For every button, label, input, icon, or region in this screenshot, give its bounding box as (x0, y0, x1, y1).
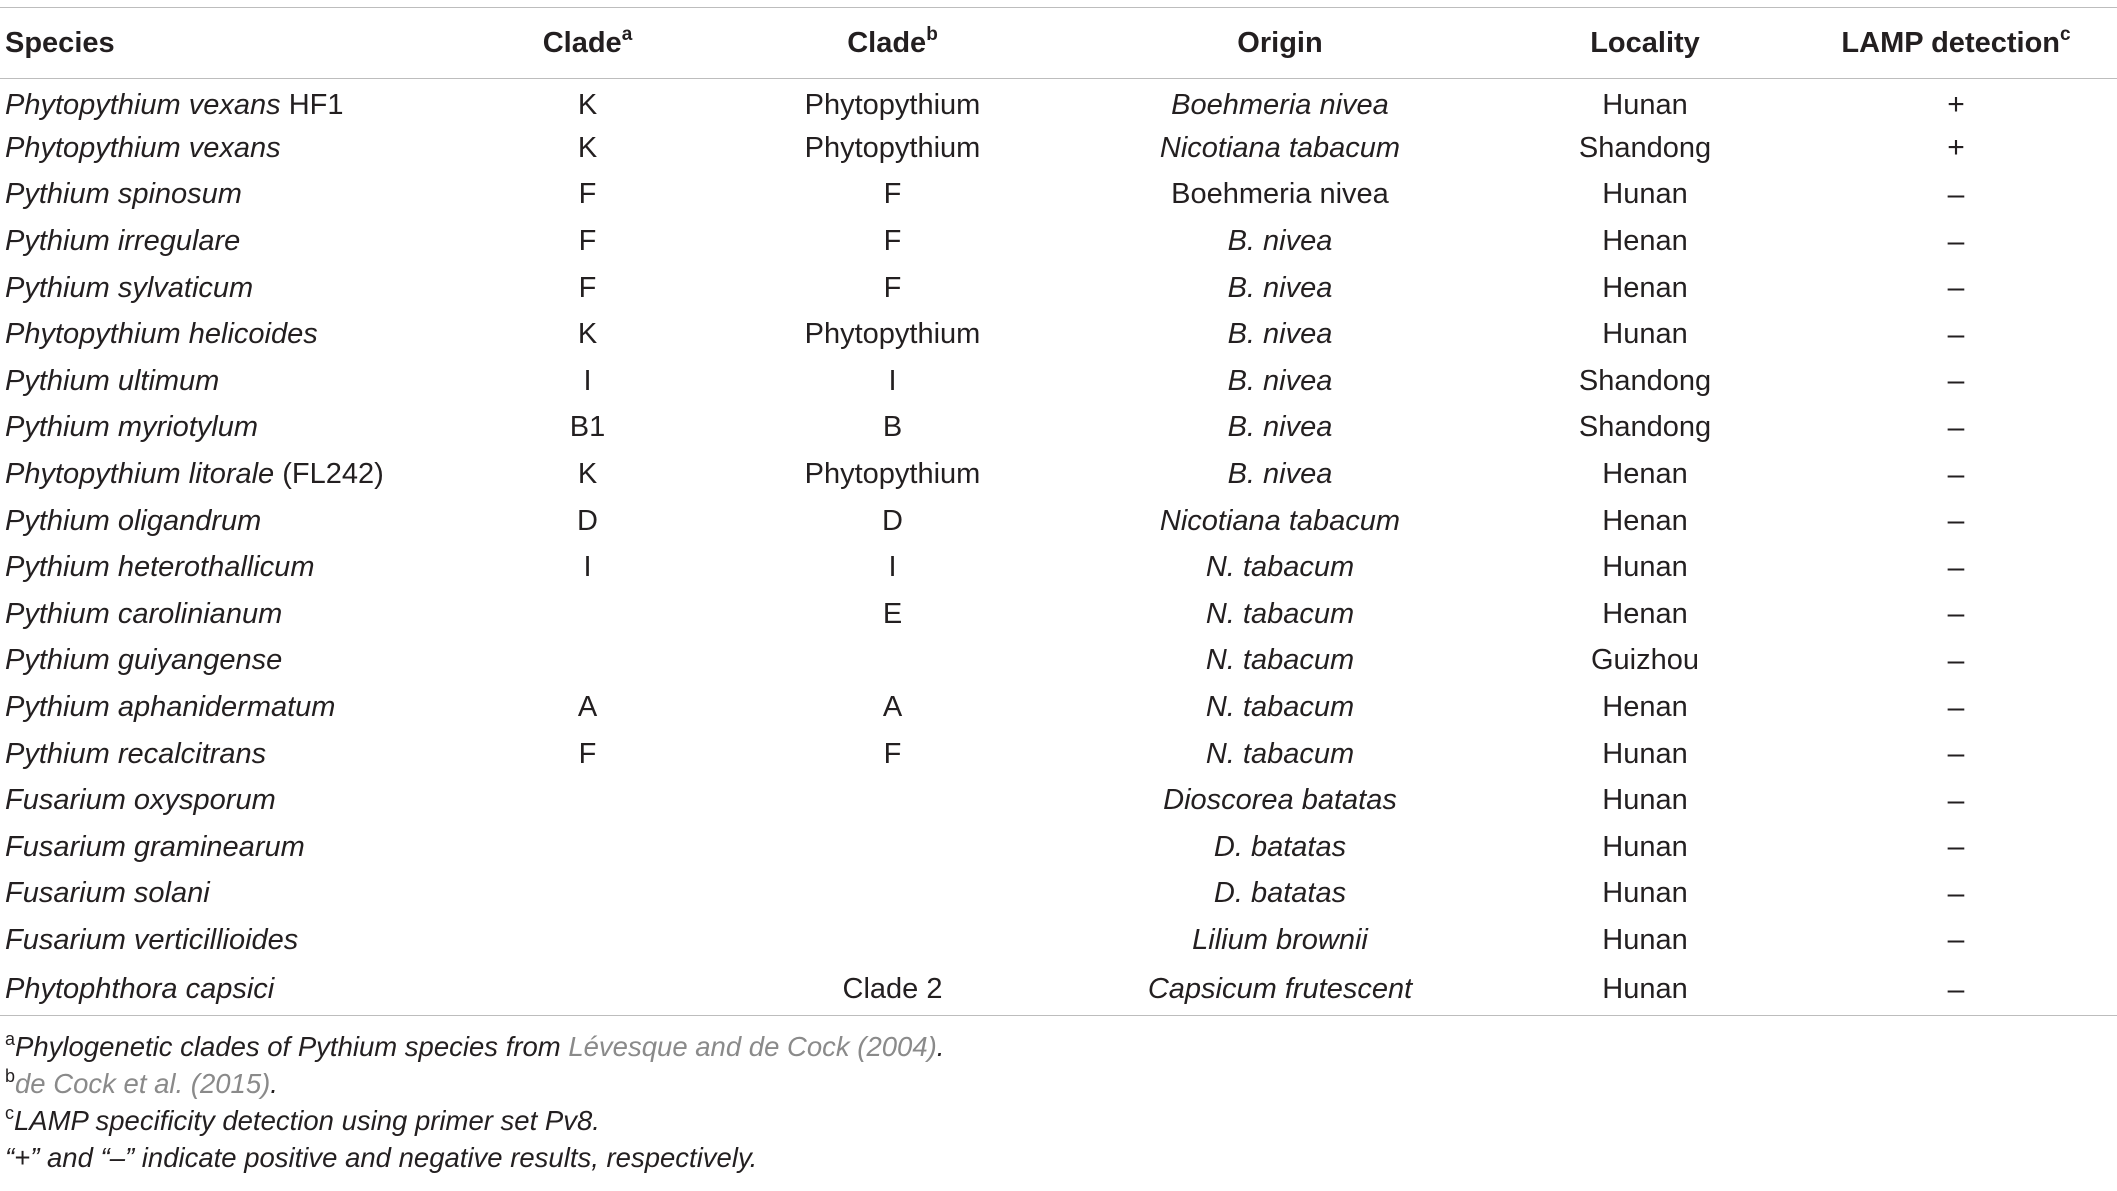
cell-clade-b (720, 498, 1065, 545)
cell-origin (1065, 684, 1495, 731)
header-locality: Locality (1590, 26, 1700, 59)
cell-lamp-detection-value: + (1947, 88, 1965, 122)
header-origin: Origin (1237, 26, 1323, 59)
cell-lamp-detection-value: – (1947, 923, 1965, 957)
cell-lamp-detection-value: + (1947, 131, 1965, 165)
cell-locality (1495, 498, 1795, 545)
cell-species (0, 871, 455, 918)
cell-clade-a (455, 871, 720, 918)
cell-clade-a (455, 544, 720, 591)
cell-locality-value: Hunan (1602, 973, 1688, 1006)
cell-species (0, 125, 455, 172)
cell-clade-b-value: D (882, 504, 903, 537)
cell-locality (1495, 731, 1795, 778)
reference-link-levesque[interactable]: Lévesque and de Cock (2004) (568, 1031, 937, 1062)
cell-locality (1495, 684, 1795, 731)
table-row (0, 591, 2117, 638)
table-row (0, 638, 2117, 685)
cell-origin (1065, 777, 1495, 824)
cell-lamp-detection-value: – (1947, 737, 1965, 771)
cell-lamp-detection (1795, 172, 2117, 219)
cell-species (0, 358, 455, 405)
cell-clade-a (455, 964, 720, 1016)
header-species: Species (5, 26, 115, 59)
cell-locality (1495, 405, 1795, 452)
cell-origin (1065, 218, 1495, 265)
cell-species (0, 684, 455, 731)
cell-clade-b (720, 684, 1065, 731)
cell-clade-a (455, 824, 720, 871)
cell-clade-a (455, 917, 720, 964)
cell-clade-b (720, 591, 1065, 638)
cell-clade-b (720, 871, 1065, 918)
table-row (0, 218, 2117, 265)
table-row (0, 451, 2117, 498)
cell-origin (1065, 79, 1495, 126)
cell-clade-a-value: B1 (569, 411, 606, 444)
cell-lamp-detection-value: – (1947, 224, 1965, 258)
cell-clade-b (720, 79, 1065, 126)
cell-lamp-detection (1795, 871, 2117, 918)
cell-clade-a (455, 731, 720, 778)
cell-origin (1065, 964, 1495, 1016)
cell-locality (1495, 79, 1795, 126)
cell-locality-value: Henan (1602, 225, 1688, 258)
cell-clade-b-value: I (888, 551, 897, 584)
cell-species (0, 917, 455, 964)
cell-lamp-detection-value: – (1947, 410, 1965, 444)
footnote-a: $^a$Phylogenetic clades of Pythium species from Lévesque and de Cock (2004). (5, 1029, 945, 1062)
table-body (0, 79, 2117, 1016)
cell-origin (1065, 824, 1495, 871)
cell-species (0, 731, 455, 778)
species-name: Pythium aphanidermatum (5, 691, 336, 724)
species-name: Pythium irregulare (5, 225, 241, 258)
cell-clade-b-value: F (883, 178, 902, 211)
cell-locality-value: Henan (1602, 271, 1688, 304)
cell-clade-b (720, 172, 1065, 219)
species-name: Phytopythium vexans (5, 88, 281, 121)
cell-locality (1495, 638, 1795, 685)
cell-species (0, 265, 455, 312)
cell-lamp-detection-value: – (1947, 177, 1965, 211)
cell-locality (1495, 871, 1795, 918)
species-name: Phytophthora capsici (5, 973, 275, 1006)
species-name: Pythium sylvaticum (5, 271, 254, 304)
cell-clade-a (455, 498, 720, 545)
cell-origin (1065, 358, 1495, 405)
cell-clade-a (455, 591, 720, 638)
cell-clade-a (455, 684, 720, 731)
cell-lamp-detection-value: – (1947, 876, 1965, 910)
cell-origin (1065, 265, 1495, 312)
species-name: Pythium heterothallicum (5, 551, 315, 584)
cell-species (0, 451, 455, 498)
cell-species (0, 777, 455, 824)
cell-origin (1065, 451, 1495, 498)
cell-lamp-detection-value: – (1947, 271, 1965, 305)
cell-origin (1065, 498, 1495, 545)
cell-clade-b-value: Phytopythium (804, 458, 981, 491)
cell-origin-value: B. nivea (1227, 271, 1333, 304)
cell-clade-b (720, 824, 1065, 871)
cell-lamp-detection-value: – (1947, 690, 1965, 724)
cell-locality (1495, 125, 1795, 172)
cell-origin-value: B. nivea (1227, 364, 1333, 397)
cell-locality-value: Hunan (1602, 923, 1688, 956)
cell-clade-a (455, 358, 720, 405)
table-row (0, 358, 2117, 405)
cell-clade-a-value: K (577, 88, 598, 121)
cell-lamp-detection (1795, 125, 2117, 172)
cell-lamp-detection-value: – (1947, 830, 1965, 864)
cell-clade-b (720, 265, 1065, 312)
species-name: Phytopythium litorale (5, 458, 275, 491)
cell-clade-b-value: F (883, 737, 902, 770)
species-name: Pythium myriotylum (5, 411, 258, 444)
cell-origin-value: Capsicum frutescent (1147, 973, 1413, 1006)
cell-locality (1495, 824, 1795, 871)
cell-lamp-detection-value: – (1947, 783, 1965, 817)
cell-clade-a-value: K (577, 318, 598, 351)
species-name: Pythium oligandrum (5, 504, 262, 537)
table-row (0, 405, 2117, 452)
species-name: Pythium guiyangense (5, 644, 283, 677)
cell-clade-a (455, 311, 720, 358)
cell-locality-value: Henan (1602, 597, 1688, 630)
table-row (0, 684, 2117, 731)
cell-origin-value: B. nivea (1227, 225, 1333, 258)
table-row (0, 172, 2117, 219)
cell-clade-b (720, 731, 1065, 778)
species-name: Phytopythium helicoides (5, 318, 318, 351)
cell-lamp-detection (1795, 777, 2117, 824)
cell-locality (1495, 358, 1795, 405)
species-table (0, 7, 2117, 1016)
cell-origin-value: B. nivea (1227, 411, 1333, 444)
table-row (0, 125, 2117, 172)
cell-origin (1065, 917, 1495, 964)
cell-lamp-detection (1795, 731, 2117, 778)
cell-lamp-detection (1795, 824, 2117, 871)
table-row (0, 498, 2117, 545)
cell-lamp-detection-value: – (1947, 364, 1965, 398)
cell-lamp-detection (1795, 451, 2117, 498)
cell-locality (1495, 218, 1795, 265)
cell-locality (1495, 777, 1795, 824)
table-row (0, 265, 2117, 312)
cell-locality-value: Hunan (1602, 877, 1688, 910)
cell-locality (1495, 964, 1795, 1016)
cell-locality (1495, 917, 1795, 964)
cell-origin-value: N. tabacum (1205, 691, 1355, 724)
cell-locality-value: Henan (1602, 504, 1688, 537)
cell-clade-a (455, 79, 720, 126)
cell-clade-b (720, 405, 1065, 452)
cell-locality (1495, 451, 1795, 498)
cell-locality-value: Hunan (1602, 830, 1688, 863)
table-row (0, 311, 2117, 358)
cell-locality-value: Hunan (1602, 88, 1688, 121)
cell-clade-b-value: A (882, 691, 903, 724)
cell-origin (1065, 311, 1495, 358)
cell-origin-value: B. nivea (1227, 318, 1333, 351)
cell-clade-a-value: F (578, 178, 597, 211)
cell-lamp-detection (1795, 498, 2117, 545)
cell-origin-value: N. tabacum (1205, 551, 1355, 584)
header-clade-a: Clade$^a$ (542, 23, 633, 59)
header-lamp-detection: LAMP detection$^c$ (1841, 23, 2071, 59)
cell-species (0, 591, 455, 638)
cell-species (0, 498, 455, 545)
species-name: Pythium ultimum (5, 364, 220, 397)
cell-origin (1065, 591, 1495, 638)
cell-lamp-detection (1795, 964, 2117, 1016)
cell-origin-value: Boehmeria nivea (1171, 88, 1389, 121)
species-name: Fusarium solani (5, 877, 210, 910)
cell-origin-value: Dioscorea batatas (1163, 784, 1397, 817)
cell-clade-b-value: E (882, 597, 903, 630)
cell-origin-value: N. tabacum (1205, 644, 1355, 677)
cell-clade-a-value: K (577, 458, 598, 491)
cell-clade-a-value: I (583, 551, 592, 584)
cell-lamp-detection-value: – (1947, 643, 1965, 677)
cell-species (0, 79, 455, 126)
cell-locality-value: Hunan (1602, 784, 1688, 817)
cell-locality (1495, 172, 1795, 219)
cell-locality (1495, 544, 1795, 591)
cell-locality-value: Henan (1602, 691, 1688, 724)
cell-locality-value: Shandong (1578, 411, 1712, 444)
cell-origin (1065, 871, 1495, 918)
table-row (0, 79, 2117, 126)
cell-clade-a (455, 125, 720, 172)
species-strain: (FL242) (274, 458, 384, 491)
footnote-symbols: “+” and “–” indicate positive and negative results, respectively. (5, 1142, 758, 1173)
cell-locality-value: Hunan (1602, 551, 1688, 584)
cell-clade-b (720, 638, 1065, 685)
cell-lamp-detection (1795, 544, 2117, 591)
cell-clade-b (720, 125, 1065, 172)
reference-link-de-cock[interactable]: de Cock et al. (2015) (15, 1068, 271, 1099)
cell-locality (1495, 591, 1795, 638)
species-name: Fusarium verticillioides (5, 923, 299, 956)
cell-lamp-detection (1795, 638, 2117, 685)
cell-lamp-detection (1795, 591, 2117, 638)
cell-origin-value: Nicotiana tabacum (1159, 131, 1401, 164)
cell-locality-value: Guizhou (1590, 644, 1699, 677)
cell-origin-value: Boehmeria nivea (1171, 178, 1389, 211)
cell-origin-value: N. tabacum (1205, 597, 1355, 630)
cell-origin (1065, 125, 1495, 172)
cell-species (0, 964, 455, 1016)
cell-clade-a (455, 265, 720, 312)
cell-clade-a-value: A (577, 691, 598, 724)
cell-clade-b (720, 311, 1065, 358)
cell-lamp-detection (1795, 218, 2117, 265)
cell-lamp-detection-value: – (1947, 457, 1965, 491)
cell-clade-a (455, 405, 720, 452)
cell-species (0, 638, 455, 685)
cell-clade-b (720, 964, 1065, 1016)
cell-clade-b (720, 451, 1065, 498)
cell-clade-b-value: Clade 2 (842, 973, 943, 1006)
table-row (0, 824, 2117, 871)
table-row (0, 964, 2117, 1016)
table-row (0, 871, 2117, 918)
cell-locality-value: Hunan (1602, 737, 1688, 770)
cell-lamp-detection (1795, 311, 2117, 358)
cell-lamp-detection-value: – (1947, 550, 1965, 584)
header-row (0, 8, 2117, 79)
cell-species (0, 172, 455, 219)
cell-clade-a-value: F (578, 271, 597, 304)
cell-clade-b (720, 218, 1065, 265)
cell-clade-b-value: F (883, 271, 902, 304)
cell-origin-value: Nicotiana tabacum (1159, 504, 1401, 537)
cell-lamp-detection (1795, 265, 2117, 312)
cell-clade-a (455, 218, 720, 265)
cell-lamp-detection-value: – (1947, 317, 1965, 351)
cell-species (0, 405, 455, 452)
cell-origin (1065, 172, 1495, 219)
cell-lamp-detection (1795, 917, 2117, 964)
cell-locality (1495, 265, 1795, 312)
cell-clade-a-value: D (577, 504, 598, 537)
cell-locality-value: Henan (1602, 458, 1688, 491)
cell-origin (1065, 405, 1495, 452)
species-name: Fusarium oxysporum (5, 784, 276, 817)
cell-origin-value: D. batatas (1213, 877, 1347, 910)
cell-origin (1065, 731, 1495, 778)
cell-clade-b (720, 544, 1065, 591)
cell-clade-b-value: Phytopythium (804, 131, 981, 164)
cell-clade-b-value: I (888, 364, 897, 397)
cell-clade-b (720, 917, 1065, 964)
cell-species (0, 544, 455, 591)
cell-clade-a-value: F (578, 737, 597, 770)
header-clade-b: Clade$^b$ (847, 23, 938, 59)
cell-species (0, 311, 455, 358)
cell-clade-a-value: K (577, 131, 598, 164)
cell-origin-value: Lilium brownii (1192, 923, 1368, 956)
footnote-b: $^b$de Cock et al. (2015). (5, 1066, 278, 1099)
cell-clade-a-value: F (578, 225, 597, 258)
cell-species (0, 218, 455, 265)
table-row (0, 917, 2117, 964)
cell-clade-a (455, 172, 720, 219)
cell-clade-b (720, 777, 1065, 824)
cell-clade-a (455, 451, 720, 498)
cell-lamp-detection (1795, 79, 2117, 126)
cell-lamp-detection (1795, 684, 2117, 731)
cell-locality-value: Shandong (1578, 131, 1712, 164)
cell-lamp-detection-value: – (1947, 597, 1965, 631)
cell-species (0, 824, 455, 871)
cell-lamp-detection (1795, 358, 2117, 405)
species-name: Pythium recalcitrans (5, 737, 267, 770)
cell-clade-b-value: B (882, 411, 903, 444)
species-name: Phytopythium vexans (5, 131, 281, 164)
cell-clade-b-value: Phytopythium (804, 318, 981, 351)
cell-clade-a-value: I (583, 364, 592, 397)
cell-origin-value: D. batatas (1213, 830, 1347, 863)
footnote-c: $^c$LAMP specificity detection using primer set Pv8. (5, 1103, 600, 1136)
cell-locality (1495, 311, 1795, 358)
cell-origin (1065, 544, 1495, 591)
table-row (0, 544, 2117, 591)
cell-clade-b-value: F (883, 225, 902, 258)
cell-lamp-detection-value: – (1947, 504, 1965, 538)
cell-origin-value: N. tabacum (1205, 737, 1355, 770)
table-header (0, 8, 2117, 79)
cell-lamp-detection-value: – (1947, 972, 1965, 1006)
species-name: Pythium carolinianum (5, 597, 283, 630)
table-footnotes (5, 1028, 944, 1176)
species-name: Fusarium graminearum (5, 830, 305, 863)
cell-clade-a (455, 638, 720, 685)
cell-locality-value: Hunan (1602, 318, 1688, 351)
cell-origin (1065, 638, 1495, 685)
cell-clade-b-value: Phytopythium (804, 88, 981, 121)
species-strain: HF1 (280, 88, 344, 121)
table-row (0, 731, 2117, 778)
cell-clade-a (455, 777, 720, 824)
cell-clade-b (720, 358, 1065, 405)
cell-locality-value: Shandong (1578, 364, 1712, 397)
cell-lamp-detection (1795, 405, 2117, 452)
cell-origin-value: B. nivea (1227, 458, 1333, 491)
species-name: Pythium spinosum (5, 178, 242, 211)
table-row (0, 777, 2117, 824)
cell-locality-value: Hunan (1602, 178, 1688, 211)
